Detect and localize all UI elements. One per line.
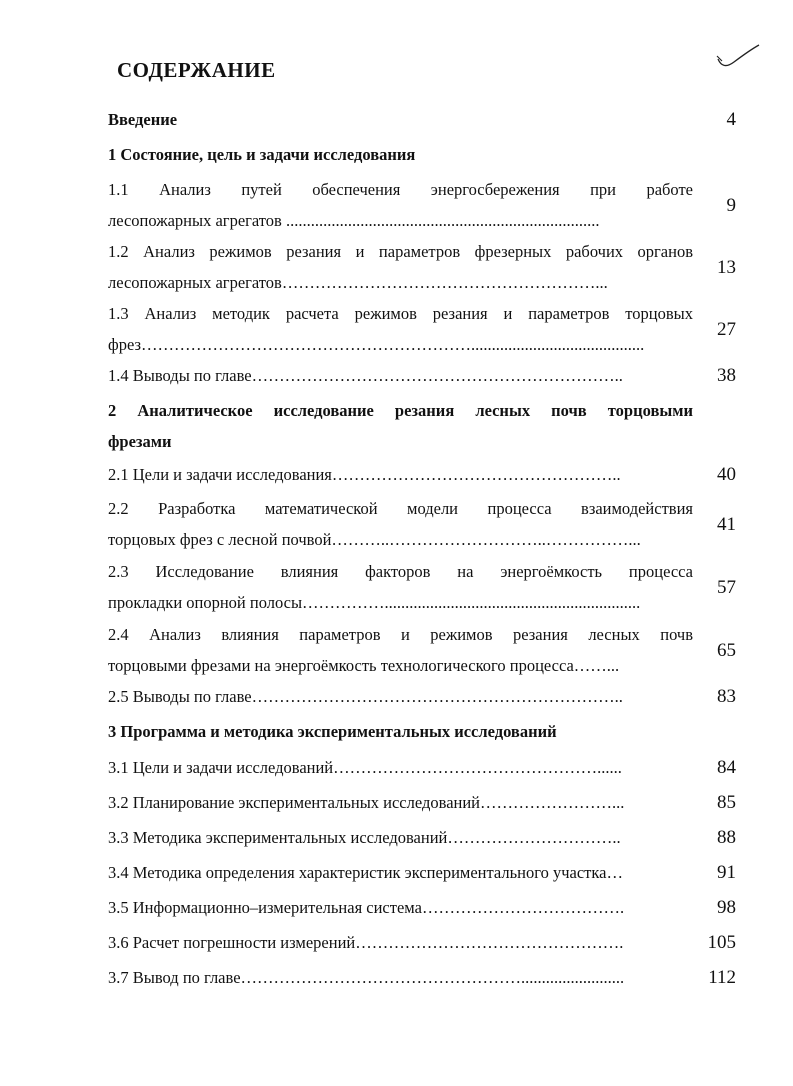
toc-entry-text: 3.5 Информационно–измерительная система………………………………. xyxy=(108,898,625,917)
toc-page-number: 57 xyxy=(717,577,736,598)
toc-entry-text-continued: торцовыми фрезами на энергоёмкость технологического процесса……... xyxy=(108,656,620,675)
toc-entry xyxy=(108,857,740,888)
toc-entry xyxy=(108,681,740,712)
toc-page-number: 40 xyxy=(717,464,736,485)
toc-entry-text: 1.1 Анализ путей обеспечения энергосбережения при работе xyxy=(108,180,693,199)
toc-page-number: 98 xyxy=(717,897,736,918)
toc-page-number: 84 xyxy=(717,757,736,778)
toc-entry-text: 1.3 Анализ методик расчета режимов резания и параметров торцовых xyxy=(108,304,693,323)
toc-entry-text: 3.1 Цели и задачи исследований…………………………………………...... xyxy=(108,758,622,777)
toc-entry xyxy=(108,493,740,555)
check-mark-icon xyxy=(712,42,762,72)
toc-page-number: 27 xyxy=(717,319,736,340)
toc-entry-text: 3.2 Планирование экспериментальных исследований……………………... xyxy=(108,793,625,812)
toc-entry-text: 1.2 Анализ режимов резания и параметров фрезерных рабочих органов xyxy=(108,242,693,261)
toc-entry xyxy=(108,822,740,853)
toc-page-number: 112 xyxy=(708,967,736,988)
toc-chapter-heading xyxy=(108,395,740,457)
toc-entry-text: 2 Аналитическое исследование резания лесных почв торцовыми xyxy=(108,401,693,420)
toc-entry xyxy=(108,927,740,958)
toc-entry-text: 2.2 Разработка математической модели процесса взаимодействия xyxy=(108,499,693,518)
toc-page-number: 65 xyxy=(717,640,736,661)
toc-entry-text: 3.7 Вывод по главе……………………………………………......................... xyxy=(108,968,625,987)
toc-entry xyxy=(108,174,740,236)
toc-page-number: 41 xyxy=(717,514,736,535)
toc-entry xyxy=(108,752,740,783)
toc-entry xyxy=(108,619,740,681)
toc-entry xyxy=(108,360,740,391)
toc-entry-text: 1.4 Выводы по главе………………………………………………………….. xyxy=(108,366,623,385)
toc-entry-text-continued: фрезами xyxy=(108,432,172,451)
page-title: СОДЕРЖАНИЕ xyxy=(117,58,276,82)
toc-entry xyxy=(108,962,740,993)
toc-page-number: 85 xyxy=(717,792,736,813)
toc-entry xyxy=(108,459,740,490)
toc-page-number: 91 xyxy=(717,862,736,883)
toc-page-number: 105 xyxy=(707,932,736,953)
toc-entry-text: 2.5 Выводы по главе………………………………………………………….. xyxy=(108,687,623,706)
toc-chapter-heading xyxy=(108,139,740,170)
toc-entry xyxy=(108,556,740,618)
toc-entry xyxy=(108,236,740,298)
toc-chapter-heading xyxy=(108,716,740,747)
toc-page-number: 13 xyxy=(717,257,736,278)
toc-entry-text: 3.6 Расчет погрешности измерений…………………………………………. xyxy=(108,933,624,952)
toc-entry-text: 2.4 Анализ влияния параметров и режимов резания лесных почв xyxy=(108,625,693,644)
toc-page-number: 83 xyxy=(717,686,736,707)
toc-entry-text: 1 Состояние, цель и задачи исследования xyxy=(108,145,416,164)
toc-page-number: 4 xyxy=(726,109,736,130)
toc-entry-text-continued: прокладки опорной полосы…………….............................................................. xyxy=(108,593,641,612)
toc-entry xyxy=(108,892,740,923)
toc-entry-text-continued: торцовых фрез с лесной почвой………..………………………..……………... xyxy=(108,530,641,549)
toc-entry-text: 3 Программа и методика экспериментальных исследований xyxy=(108,722,557,741)
toc-entry-text-continued: лесопожарных агрегатов ............................................................................ xyxy=(108,211,600,230)
toc-entry-text-continued: фрез…………………………………………………….......................................... xyxy=(108,335,645,354)
toc-page-number: 88 xyxy=(717,827,736,848)
table-of-contents xyxy=(108,104,740,993)
toc-entry xyxy=(108,298,740,360)
toc-entry xyxy=(108,787,740,818)
toc-entry-text: 3.3 Методика экспериментальных исследований………………………….. xyxy=(108,828,621,847)
toc-entry-text: 2.1 Цели и задачи исследования…………………………………………….. xyxy=(108,465,621,484)
toc-entry-text: 2.3 Исследование влияния факторов на энергоёмкость процесса xyxy=(108,562,693,581)
toc-entry xyxy=(108,104,740,135)
toc-page-number: 38 xyxy=(717,365,736,386)
toc-entry-text: Введение xyxy=(108,110,178,129)
toc-page-number: 9 xyxy=(726,195,736,216)
toc-entry-text-continued: лесопожарных агрегатов…………………………………………………... xyxy=(108,273,608,292)
toc-entry-text: 3.4 Методика определения характеристик экспериментального участка… xyxy=(108,863,623,882)
